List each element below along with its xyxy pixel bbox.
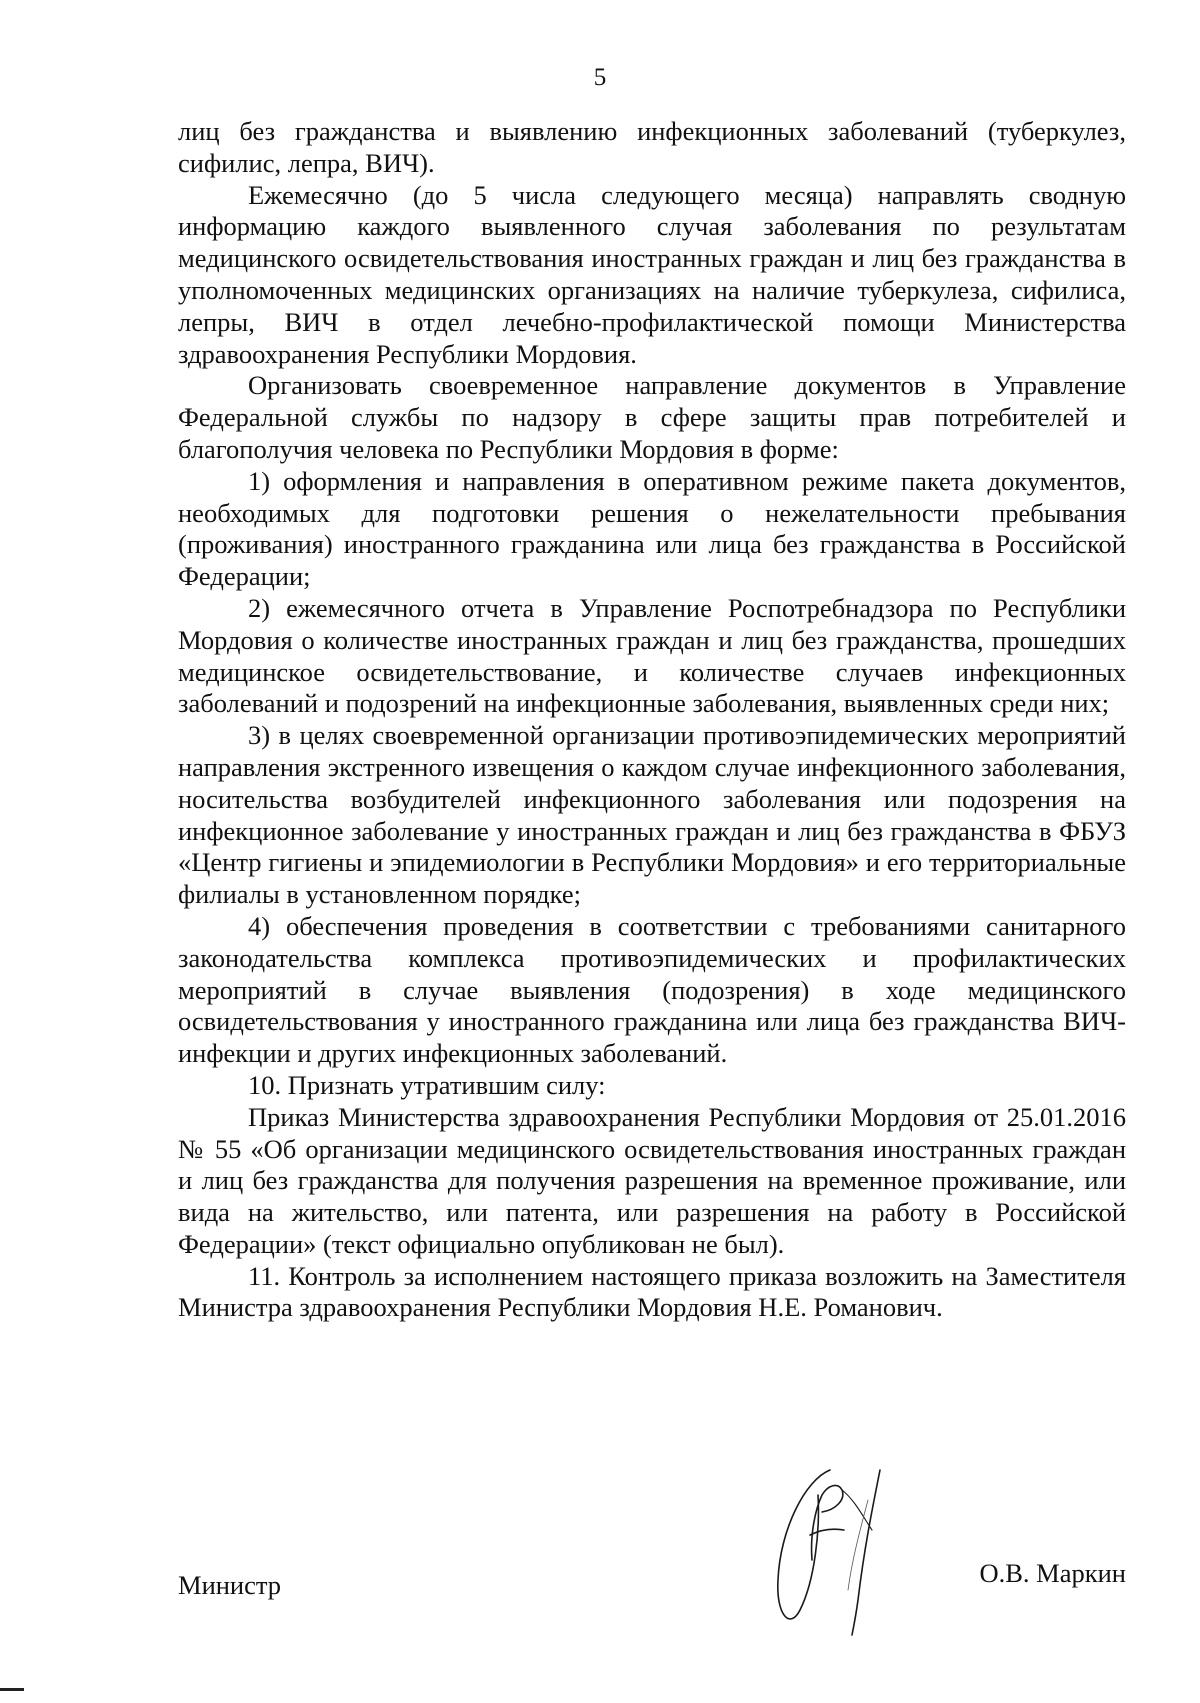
handwritten-signature <box>760 1440 960 1640</box>
paragraph-10: 11. Контроль за исполнением настоящего приказа возложить на Заместителя Министра здравоохранения Республики Мордовия Н.Е. Романович. <box>178 1260 1126 1323</box>
paragraph-5: 2) ежемесячного отчета в Управление Роспотребнадзора по Республики Мордовия о количестве иностранных граждан и лиц без гражданства, прошедших медицинское освидетельствование, и количестве случаев инфекционных заболеваний и подозрений на инфекционные заболевания, выявленных среди них; <box>178 592 1126 719</box>
paragraph-8: 10. Признать утратившим силу: <box>248 1069 606 1100</box>
signatory-title: Министр <box>178 1570 282 1600</box>
signature-block <box>178 1558 1126 1610</box>
signatory-name: О.В. Маркин <box>979 1558 1126 1588</box>
scan-edge-mark <box>0 1688 24 1691</box>
paragraph-9: Приказ Министерства здравоохранения Республики Мордовия от 25.01.2016 № 55 «Об организации медицинского освидетельствования иностранных граждан и лиц без гражданства для получения разрешения на временное проживание, или вида на жительство, или патента, или разрешения на работу в Российской Федерации» (текст официально опубликован не был). <box>178 1101 1126 1259</box>
paragraph-6: 3) в целях своевременной организации противоэпидемических мероприятий направления экстренного извещения о каждом случае инфекционного заболевания, носительства возбудителей инфекционного заболевания или подозрения на инфекционное заболевание у иностранных граждан и лиц без гражданства в ФБУЗ «Центр гигиены и эпидемиологии в Республики Мордовия» и его территориальные филиалы в установленном порядке; <box>178 720 1126 910</box>
paragraph-7: 4) обеспечения проведения в соответствии с требованиями санитарного законодательства комплекса противоэпидемических и профилактических мероприятий в случае выявления (подозрения) в ходе медицинского освидетельствования у иностранного гражданина или лица без гражданства ВИЧ-инфекции и других инфекционных заболеваний. <box>178 910 1126 1069</box>
document-body <box>178 116 1126 1324</box>
page-number: 5 <box>593 64 607 91</box>
paragraph-2: Ежемесячно (до 5 числа следующего месяца) направлять сводную информацию каждого выявленного случая заболевания по результатам медицинского освидетельствования иностранных граждан и лиц без гражданства в уполномоченных медицинских организациях на наличие туберкулеза, сифилиса, лепры, ВИЧ в отдел лечебно-профилактической помощи Министерства здравоохранения Республики Мордовия. <box>178 179 1126 369</box>
paragraph-4: 1) оформления и направления в оперативном режиме пакета документов, необходимых для подготовки решения о нежелательности пребывания (проживания) иностранного гражданина или лица без гражданства в Российской Федерации; <box>178 465 1126 592</box>
paragraph-1: лиц без гражданства и выявлению инфекционных заболеваний (туберкулез, сифилис, лепра, ВИЧ). <box>178 116 1126 178</box>
paragraph-3: Организовать своевременное направление документов в Управление Федеральной службы по надзору в сфере защиты прав потребителей и благополучия человека по Республики Мордовия в форме: <box>178 370 1126 464</box>
